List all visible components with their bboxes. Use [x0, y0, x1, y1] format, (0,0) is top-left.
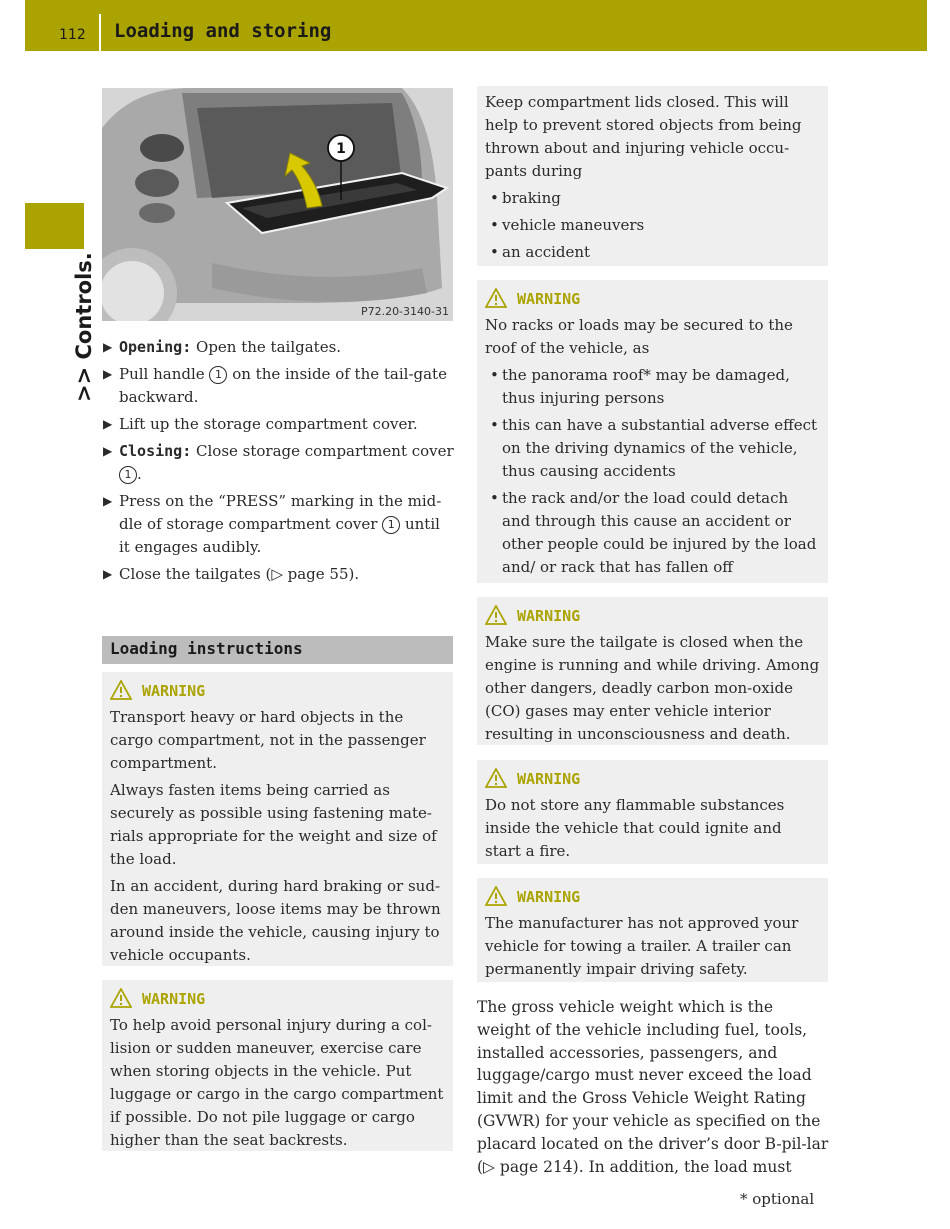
warning-text: Transport heavy or hard objects in the cargo compartment, not in the passenger compartment.: [110, 708, 426, 772]
callout-number-icon: 1: [382, 516, 400, 534]
warning-triangle-icon: [110, 988, 132, 1008]
step-text: on the inside of the tail-gate backward.: [119, 365, 447, 406]
step-arrow-icon: ▶: [103, 340, 113, 354]
warning-label: WARNING: [517, 607, 581, 625]
page-number: 112: [25, 14, 101, 51]
step-text[interactable]: Close the tailgates (▷ page 55).: [119, 565, 360, 583]
step-bold-label: Closing:: [119, 442, 192, 460]
warning-box-cargo: [102, 672, 453, 966]
step-arrow-icon: ▶: [103, 417, 113, 431]
list-item: • the rack and/or the load could detach and through this cause an accident or other people could be injured by the load and/ or rack that has fallen off: [485, 487, 820, 579]
warning-triangle-icon: [485, 288, 507, 308]
step-arrow-icon: ▶: [103, 367, 113, 381]
warning-text: No racks or loads may be secured to the roof of the vehicle, as: [485, 316, 793, 357]
warning-box-towing: [477, 878, 828, 982]
list-item: • vehicle maneuvers: [485, 214, 820, 237]
warning-triangle-icon: [485, 886, 507, 906]
warning-text: In an accident, during hard braking or sud-den maneuvers, loose items may be thrown around inside the vehicle, causing injury to vehicle occupants.: [110, 877, 441, 964]
callout-number-icon: 1: [209, 366, 227, 384]
step-arrow-icon: ▶: [103, 444, 113, 458]
step-text: until it engages audibly.: [119, 515, 440, 556]
note-box-lids: [477, 86, 828, 266]
list-item: • braking: [485, 187, 820, 210]
warning-label: WARNING: [517, 770, 581, 788]
callout-number-icon: 1: [119, 466, 137, 484]
warning-triangle-icon: [485, 768, 507, 788]
warning-heading: [485, 768, 820, 790]
warning-box-flammable: [477, 760, 828, 864]
figure-callout-1: 1: [336, 141, 346, 157]
figure-code: P72.20-3140-31: [360, 305, 449, 318]
list-item: • this can have a substantial adverse effect on the driving dynamics of the vehicle, thus causing accidents: [485, 414, 820, 483]
warning-text: Always fasten items being carried as securely as possible using fastening mate-rials appropriate for the weight and size of the load.: [110, 781, 437, 868]
step-bold-label: Opening:: [119, 338, 192, 356]
list-item: • the panorama roof* may be damaged, thus injuring persons: [485, 364, 820, 410]
step-text: .: [137, 465, 142, 483]
step-opening: [102, 336, 454, 359]
step-text: Close storage compartment cover: [191, 442, 454, 460]
warning-label: WARNING: [517, 290, 581, 308]
step-text: Open the tailgates.: [191, 338, 342, 356]
step-lift-cover: [102, 413, 454, 436]
warning-heading: [485, 288, 820, 310]
step-press-marking: [102, 490, 454, 559]
warning-label: WARNING: [142, 990, 206, 1008]
warning-box-roof: [477, 280, 828, 583]
warning-heading: [110, 680, 445, 702]
warning-bullet-list: [485, 364, 820, 579]
step-text: Pull handle: [119, 365, 210, 383]
warning-box-collision: [102, 980, 453, 1151]
warning-label: WARNING: [142, 682, 206, 700]
step-pull-handle: [102, 363, 454, 409]
warning-heading: [485, 886, 820, 908]
warning-text: To help avoid personal injury during a col-lision or sudden maneuver, exercise care when storing objects in the vehicle. Put luggage or cargo in the cargo compartment if possible. Do not pile luggage or cargo higher than the seat backrests.: [110, 1016, 444, 1149]
warning-label: WARNING: [517, 888, 581, 906]
chapter-label[interactable]: >> Controls.: [72, 252, 96, 402]
warning-text: The manufacturer has not approved your vehicle for towing a trailer. A trailer can permanently impair driving safety.: [485, 914, 799, 978]
step-closing: [102, 440, 454, 486]
steps-list: [102, 336, 454, 590]
car-rear-drawing: [102, 88, 453, 321]
list-item: • an accident: [485, 241, 820, 264]
step-close-tailgates: [102, 563, 454, 586]
warning-text: Do not store any flammable substances inside the vehicle that could ignite and start a fire.: [485, 796, 785, 860]
footnote: * optional: [740, 1190, 815, 1208]
step-text: Lift up the storage compartment cover.: [119, 415, 418, 433]
tailgate-illustration: [102, 88, 453, 321]
warning-triangle-icon: [110, 680, 132, 700]
section-heading: Loading instructions: [102, 636, 453, 664]
warning-box-tailgate: [477, 597, 828, 745]
note-text: Keep compartment lids closed. This will help to prevent stored objects from being thrown about and injuring vehicle occu-pants during: [485, 93, 802, 180]
warning-heading: [110, 988, 445, 1010]
step-text: Press on the “PRESS” marking in the mid-dle of storage compartment cover: [119, 492, 442, 533]
page-title: Loading and storing: [114, 20, 332, 42]
step-arrow-icon: ▶: [103, 567, 113, 581]
warning-heading: [485, 605, 820, 627]
note-bullet-list: [485, 187, 820, 264]
step-arrow-icon: ▶: [103, 494, 113, 508]
warning-triangle-icon: [485, 605, 507, 625]
body-paragraph: The gross vehicle weight which is the weight of the vehicle including fuel, tools, installed accessories, passengers, and luggage/cargo must never exceed the load limit and the Gross Vehicle Weight Rating (GVWR) for your vehicle as specified on the placard located on the driver’s door B-pil-lar (▷ page 214). In addition, the load must: [477, 998, 829, 1176]
chapter-tab: [25, 203, 84, 249]
warning-text: Make sure the tailgate is closed when the engine is running and while driving. Among other dangers, deadly carbon mon-oxide (CO) gases may enter vehicle interior resulting in unconsciousness and death.: [485, 633, 820, 743]
